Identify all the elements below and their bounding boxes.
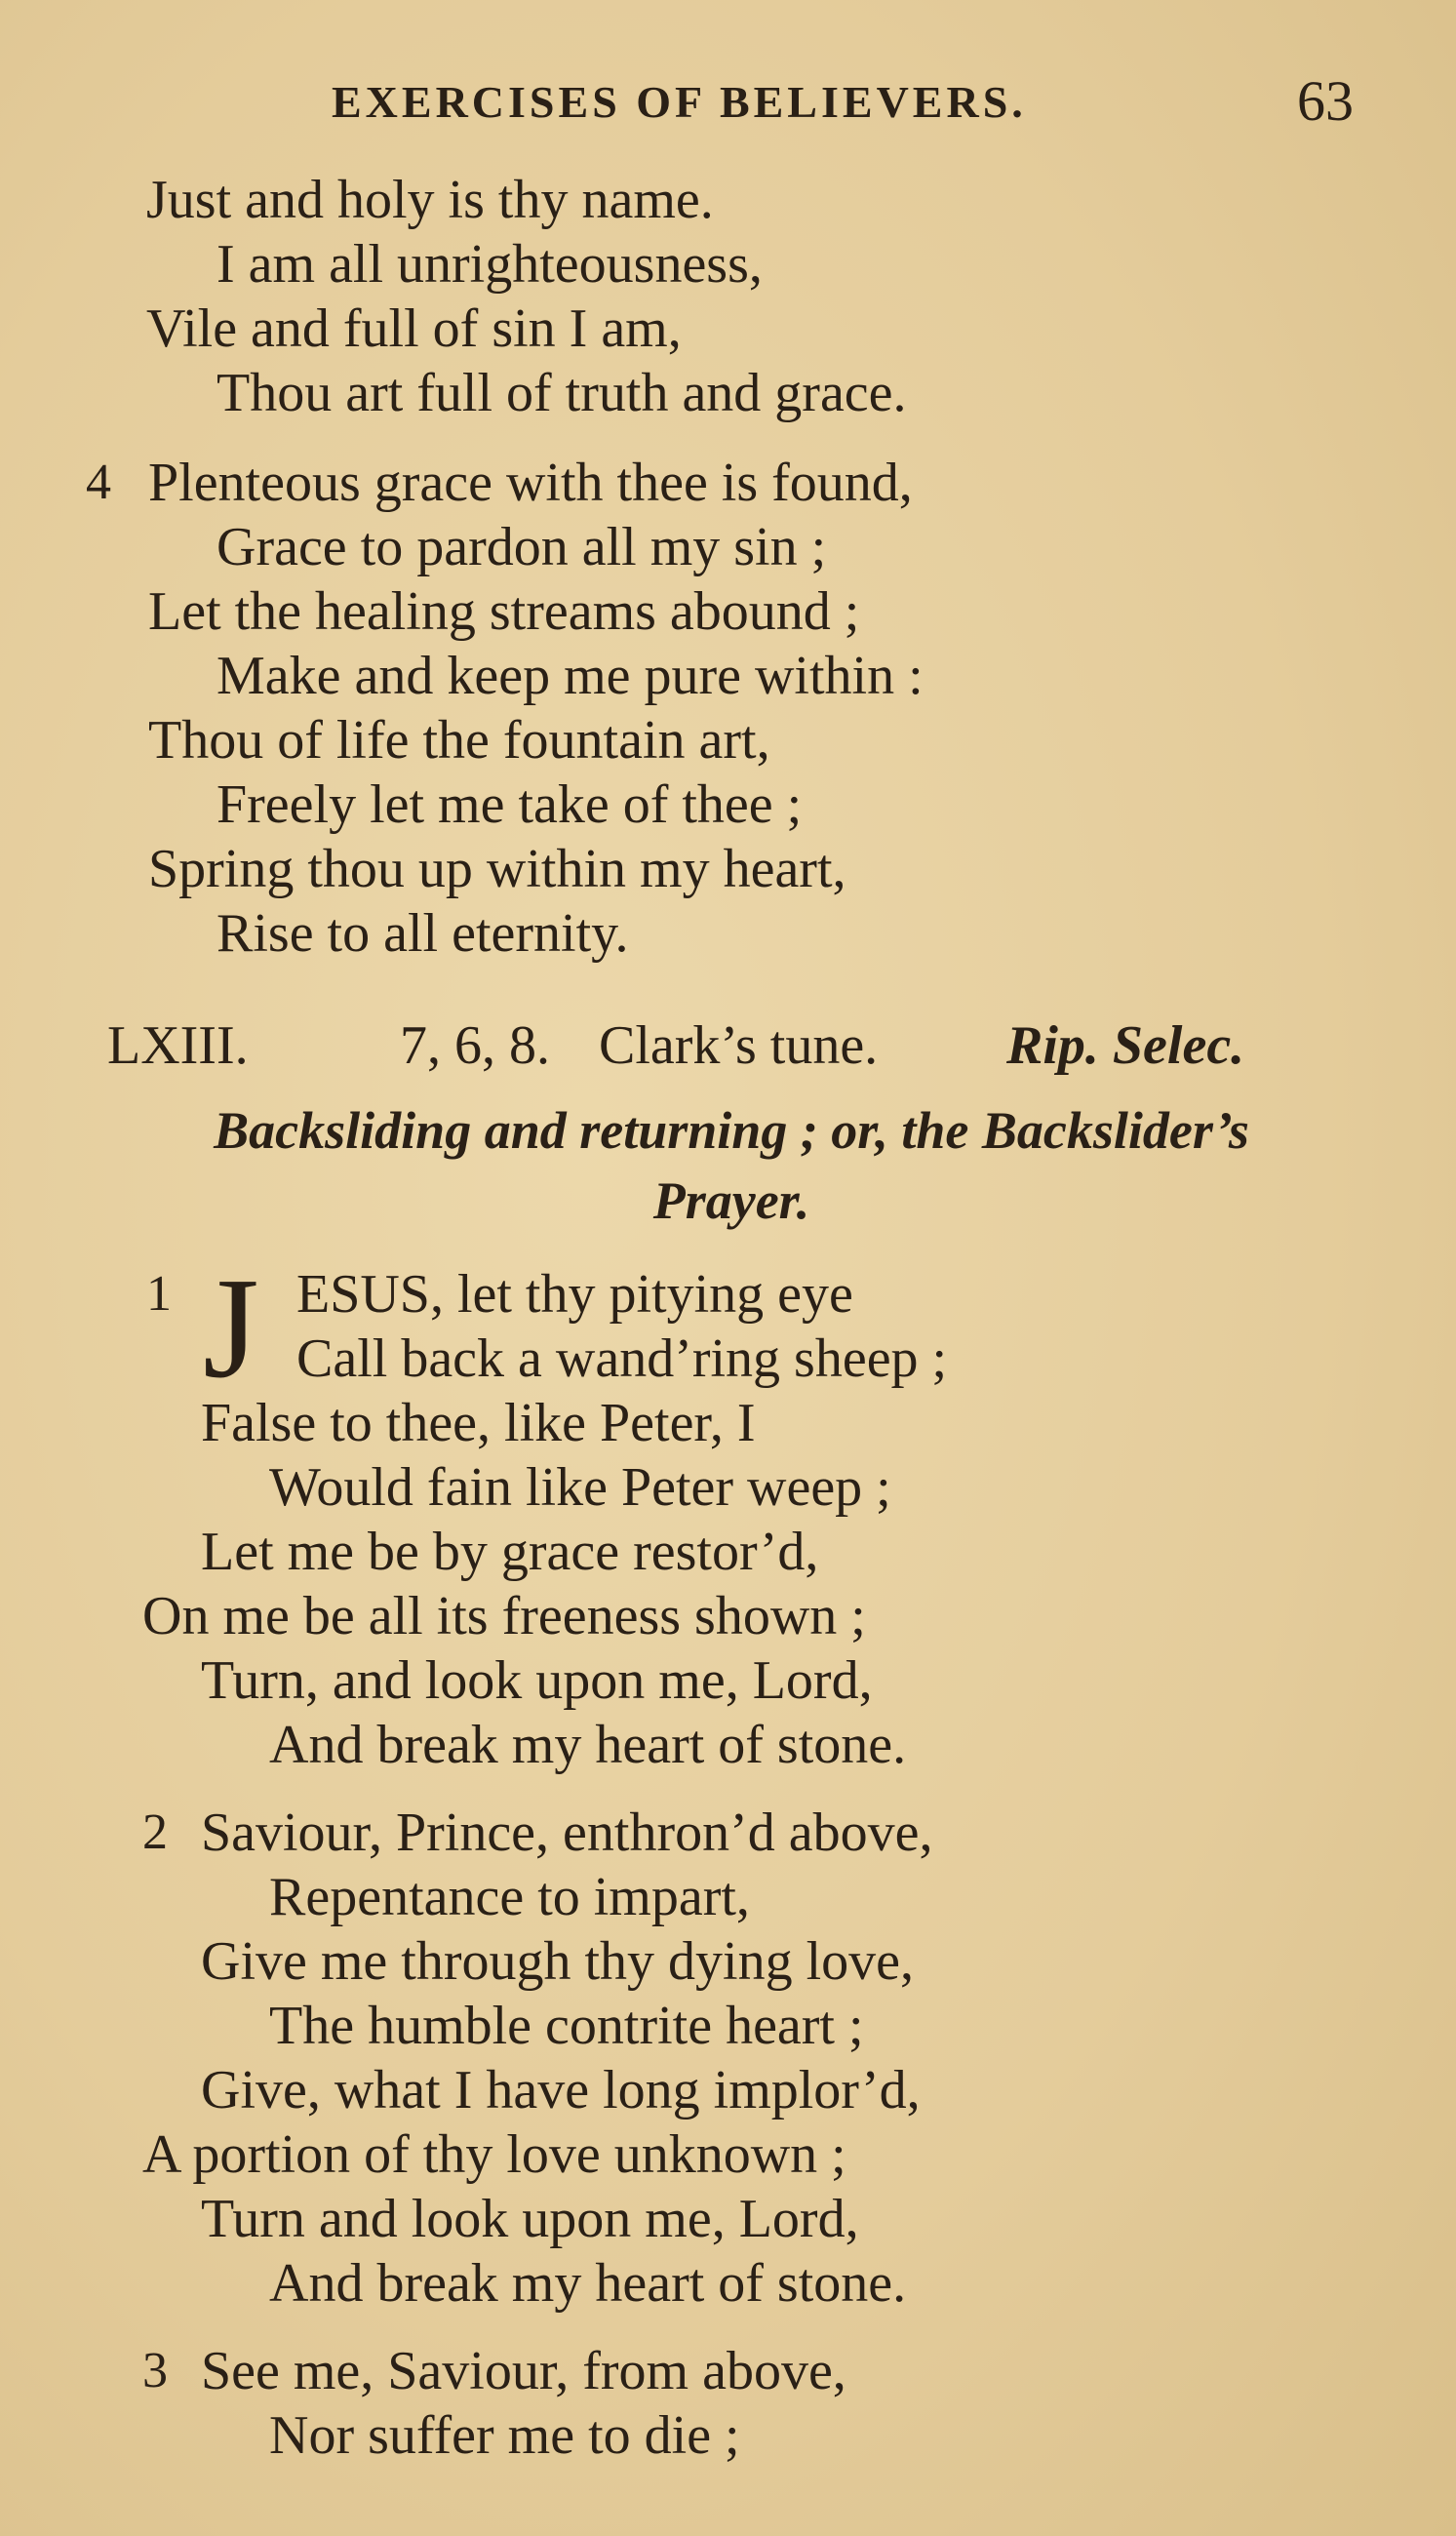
hymn-tune: Clark’s tune. — [599, 1015, 879, 1076]
verse-line: A portion of thy love unknown ; — [142, 2124, 846, 2185]
stanza-number: 2 — [142, 1804, 168, 1860]
hymn-subtitle: Backsliding and returning ; or, the Backslider’s — [214, 1101, 1249, 1160]
verse-line: And break my heart of stone. — [269, 1715, 907, 1775]
verse-line: Turn and look upon me, Lord, — [201, 2189, 859, 2249]
hymn-source: Rip. Selec. — [1006, 1015, 1245, 1076]
verse-line: Rise to all eternity. — [216, 903, 629, 964]
verse-line: Repentance to impart, — [269, 1867, 750, 1927]
drop-cap: J — [203, 1248, 259, 1408]
verse-line: Let the healing streams abound ; — [148, 581, 860, 642]
verse-line: Thou art full of truth and grace. — [216, 363, 907, 423]
verse-line: Nor suffer me to die ; — [269, 2405, 740, 2466]
stanza-number: 1 — [146, 1266, 172, 1322]
hymn-number: LXIII. — [107, 1015, 249, 1076]
verse-line: Plenteous grace with thee is found, — [148, 453, 913, 513]
verse-line: ESUS, let thy pitying eye — [296, 1264, 853, 1325]
verse-line: Give, what I have long implor’d, — [201, 2060, 921, 2120]
verse-line: I am all unrighteousness, — [216, 234, 763, 295]
verse-line: Would fain like Peter weep ; — [269, 1457, 891, 1518]
verse-line: And break my heart of stone. — [269, 2253, 907, 2314]
stanza-number: 3 — [142, 2343, 168, 2398]
verse-line: Thou of life the fountain art, — [148, 710, 770, 771]
verse-line: Saviour, Prince, enthron’d above, — [201, 1803, 933, 1863]
verse-line: On me be all its freeness shown ; — [142, 1586, 866, 1646]
verse-line: Freely let me take of thee ; — [216, 774, 803, 835]
verse-line: Let me be by grace restor’d, — [201, 1522, 819, 1582]
verse-line: See me, Saviour, from above, — [201, 2341, 846, 2401]
verse-line: Vile and full of sin I am, — [146, 298, 682, 359]
page-number: 63 — [1297, 69, 1354, 133]
hymn-meter: 7, 6, 8. — [400, 1015, 550, 1076]
stanza-number: 4 — [86, 455, 111, 510]
verse-line: Give me through thy dying love, — [201, 1931, 915, 1992]
verse-line: Call back a wand’ring sheep ; — [296, 1328, 948, 1389]
verse-line: Make and keep me pure within : — [216, 646, 924, 706]
hymn-heading — [107, 1014, 1375, 1092]
verse-line: Turn, and look upon me, Lord, — [201, 1650, 873, 1711]
verse-line: False to thee, like Peter, I — [201, 1393, 756, 1453]
verse-line: Grace to pardon all my sin ; — [216, 517, 827, 577]
verse-line: The humble contrite heart ; — [269, 1996, 864, 2056]
verse-line: Spring thou up within my heart, — [148, 839, 846, 899]
hymn-subtitle-continued: Prayer. — [652, 1171, 810, 1230]
verse-line: Just and holy is thy name. — [146, 170, 714, 230]
running-title: EXERCISES OF BELIEVERS. — [332, 77, 1027, 127]
